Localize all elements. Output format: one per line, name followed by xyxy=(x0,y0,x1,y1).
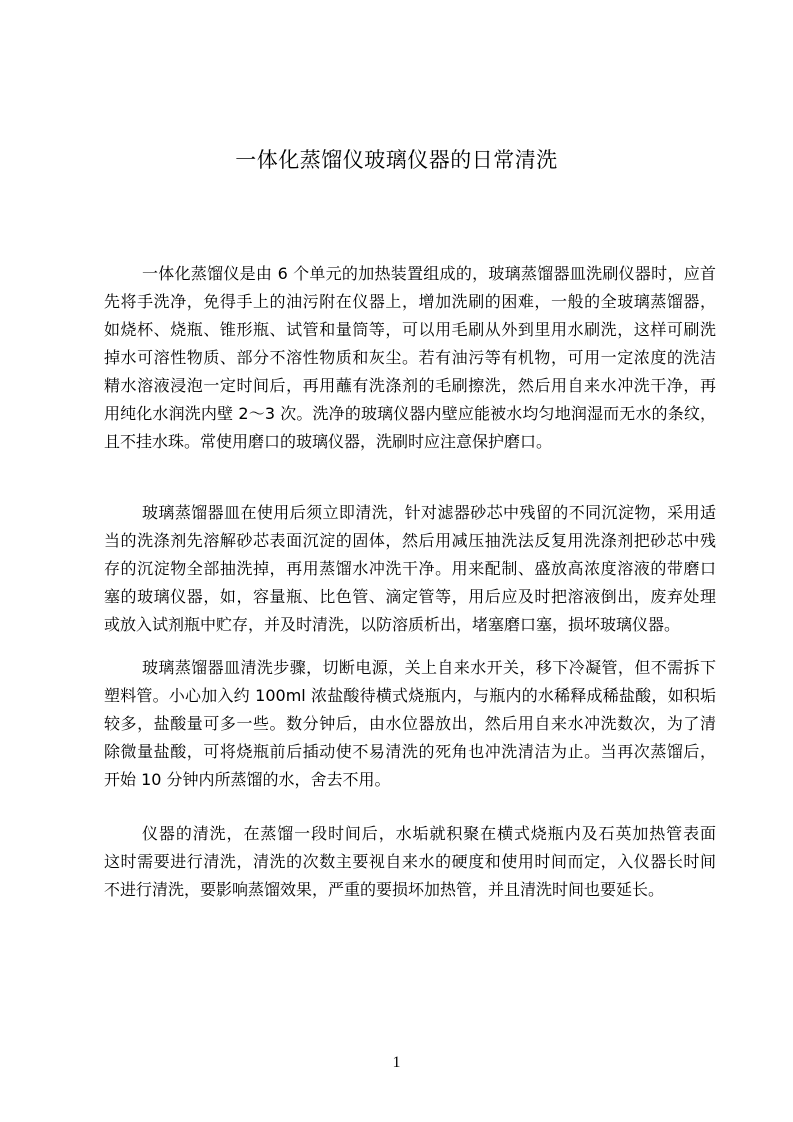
text-line: 玻璃蒸馏器皿在使用后须立即清洗，针对滤器砂芯中残留的不同沉淀物，采用适 xyxy=(142,503,716,522)
paragraph-4 xyxy=(104,820,716,904)
page-title: 一体化蒸馏仪玻璃仪器的日常清洗 xyxy=(235,148,558,172)
paragraph-1 xyxy=(104,260,716,456)
text-line: 如烧杯、烧瓶、锥形瓶、试管和量筒等，可以用毛刷从外到里用水刷洗，这样可刷洗 xyxy=(104,320,716,339)
text-line: 玻璃蒸馏器皿清洗步骤，切断电源，关上自来水开关，移下冷凝管，但不需拆下 xyxy=(142,658,716,677)
text-line: 开始 10 分钟内所蒸馏的水，舍去不用。 xyxy=(104,770,391,789)
text-line: 精水溶液浸泡一定时间后，再用蘸有洗涤剂的毛刷擦洗，然后用自来水冲洗干净，再 xyxy=(104,376,716,395)
text-line: 除微量盐酸，可将烧瓶前后插动使不易清洗的死角也冲洗清洁为止。当再次蒸馏后， xyxy=(104,742,716,761)
text-line: 塞的玻璃仪器，如，容量瓶、比色管、滴定管等，用后应及时把溶液倒出，废弃处理 xyxy=(104,587,716,606)
text-line: 塑料管。小心加入约 100ml 浓盐酸待横式烧瓶内，与瓶内的水稀释成稀盐酸，如积垢 xyxy=(104,686,716,705)
page-number: 1 xyxy=(392,1054,401,1071)
text-line: 当的洗涤剂先溶解砂芯表面沉淀的固体，然后用减压抽洗法反复用洗涤剂把砂芯中残 xyxy=(104,531,716,550)
paragraph-3 xyxy=(104,654,716,794)
text-line: 且不挂水珠。常使用磨口的玻璃仪器，洗刷时应注意保护磨口。 xyxy=(104,432,553,451)
text-line: 不进行清洗，要影响蒸馏效果，严重的要损坏加热管，并且清洗时间也要延长。 xyxy=(104,880,665,899)
text-line: 或放入试剂瓶中贮存，并及时清洗，以防溶质析出，堵塞磨口塞，损坏玻璃仪器。 xyxy=(104,615,681,634)
text-line: 存的沉淀物全部抽洗掉，再用蒸馏水冲洗干净。用来配制、盛放高浓度溶液的带磨口 xyxy=(104,559,716,578)
text-line: 仪器的清洗，在蒸馏一段时间后，水垢就积聚在横式烧瓶内及石英加热管表面 xyxy=(142,824,716,843)
text-line: 用纯化水润洗内壁 2～3 次。洗净的玻璃仪器内壁应能被水均匀地润湿而无水的条纹， xyxy=(104,404,716,423)
text-line: 一体化蒸馏仪是由 6 个单元的加热装置组成的，玻璃蒸馏器皿洗刷仪器时，应首 xyxy=(142,264,716,283)
text-line: 这时需要进行清洗，清洗的次数主要视自来水的硬度和使用时间而定，入仪器长时间 xyxy=(104,852,716,871)
text-line: 先将手洗净，免得手上的油污附在仪器上，增加洗刷的困难，一般的全玻璃蒸馏器， xyxy=(104,292,716,311)
text-line: 掉水可溶性物质、部分不溶性物质和灰尘。若有油污等有机物，可用一定浓度的洗洁 xyxy=(104,348,716,367)
paragraph-2 xyxy=(104,499,716,639)
text-line: 较多，盐酸量可多一些。数分钟后，由水位器放出，然后用自来水冲洗数次，为了清 xyxy=(104,714,716,733)
